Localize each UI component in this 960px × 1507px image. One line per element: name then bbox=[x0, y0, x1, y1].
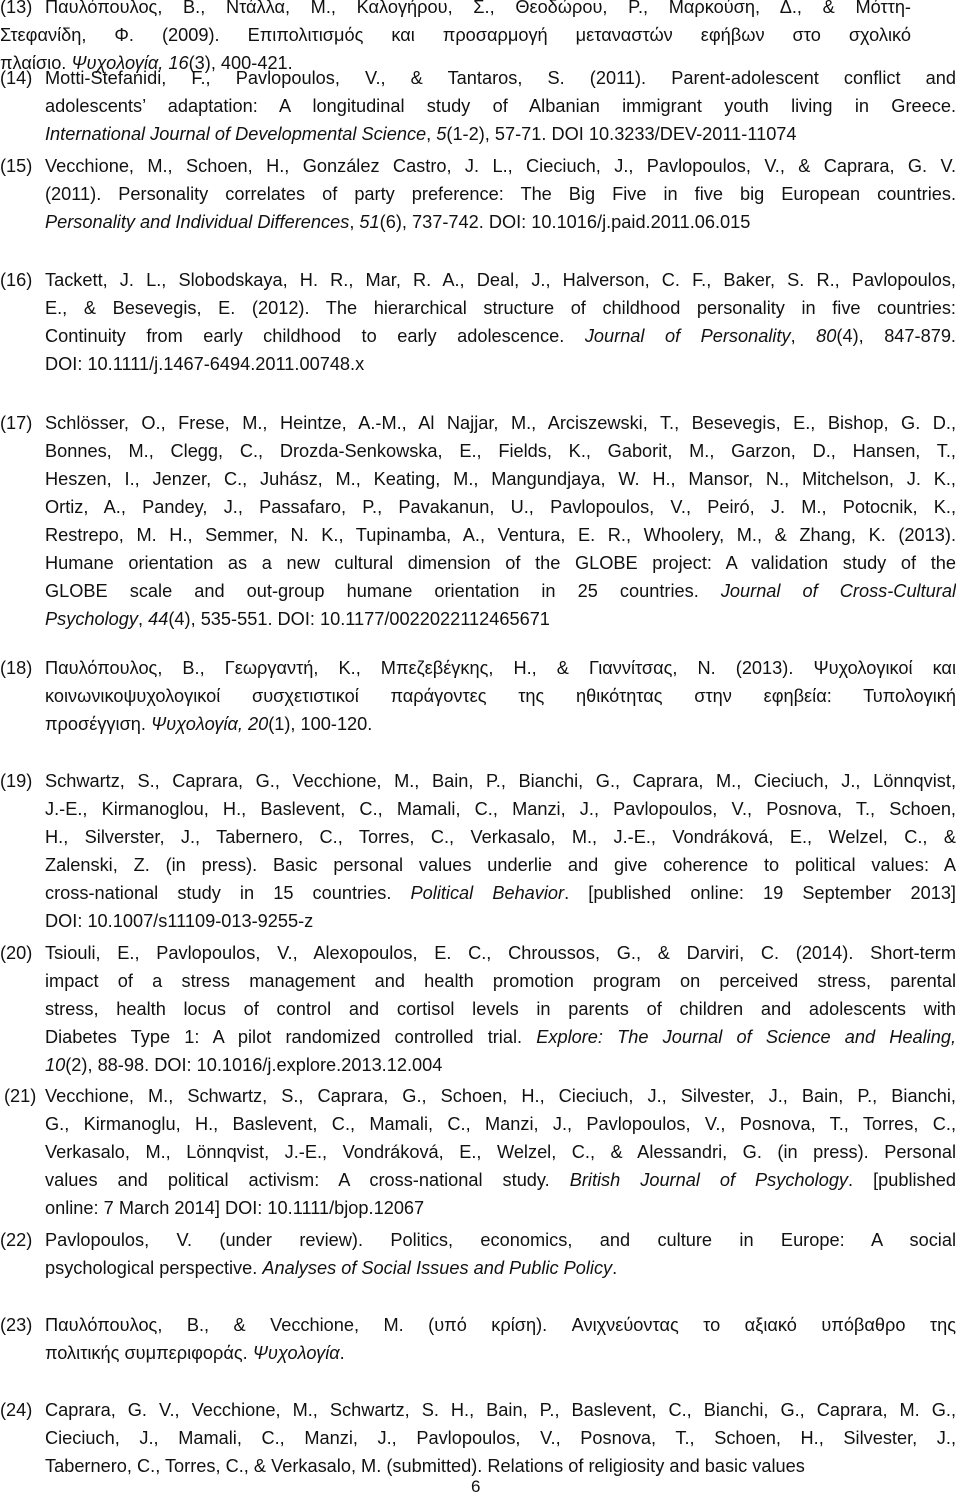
reference-line bbox=[45, 294, 956, 322]
reference-line bbox=[45, 521, 956, 549]
text-segment: Heszen, I., Jenzer, C., Juhász, M., Keating, M., Mangundjaya, W. H., Mansor, N., Mitchelson, J. K., bbox=[45, 469, 956, 489]
reference-number: (20) bbox=[0, 943, 33, 963]
reference-number: (19) bbox=[0, 771, 33, 791]
text-segment: H., Silverster, J., Tabernero, C., Torres, C., Verkasalo, M., J.-E., Vondráková, E., Welzel, C., & bbox=[45, 827, 956, 847]
text-segment: , bbox=[790, 326, 817, 346]
reference-text bbox=[45, 1082, 956, 1222]
reference-line bbox=[45, 549, 956, 577]
reference-text bbox=[45, 266, 956, 378]
reference-line bbox=[45, 1051, 956, 1079]
reference-text bbox=[45, 767, 956, 935]
text-segment: online: 7 March 2014] DOI: 10.1111/bjop.12067 bbox=[45, 1198, 425, 1218]
reference-number: (24) bbox=[0, 1400, 33, 1420]
reference-line bbox=[45, 1339, 956, 1367]
italic-text-segment: Ψυχολογία, 16 bbox=[71, 53, 189, 73]
reference-number: (14) bbox=[0, 68, 33, 88]
italic-text-segment: International Journal of Developmental Science bbox=[45, 124, 427, 144]
text-segment: . bbox=[612, 1258, 618, 1278]
italic-text-segment: 5 bbox=[436, 124, 447, 144]
italic-text-segment: Explore: The Journal of Science and Healing, bbox=[536, 1027, 956, 1047]
reference-line bbox=[45, 851, 956, 879]
text-segment: Schwartz, S., Caprara, G., Vecchione, M., Bain, P., Bianchi, G., Caprara, M., Cieciuch, J., Lönnqvist, bbox=[45, 771, 956, 791]
reference-line bbox=[45, 1452, 956, 1480]
reference-line bbox=[45, 1226, 956, 1254]
reference-line bbox=[45, 710, 956, 738]
text-segment: (4), 535-551. DOI: 10.1177/0022022112465671 bbox=[168, 609, 550, 629]
reference-line bbox=[45, 1110, 956, 1138]
text-segment: Continuity from early childhood to early adolescence. bbox=[45, 326, 585, 346]
text-segment: (2), 88-98. DOI: 10.1016/j.explore.2013.12.004 bbox=[65, 1055, 443, 1075]
reference-line bbox=[45, 995, 956, 1023]
text-segment: προσέγγιση. bbox=[45, 714, 152, 734]
reference-line bbox=[45, 795, 956, 823]
text-segment: Tabernero, C., Torres, C., & Verkasalo, M. (submitted). Relations of religiosity and basic values bbox=[45, 1456, 805, 1476]
reference-line bbox=[45, 152, 956, 180]
reference-line bbox=[45, 823, 956, 851]
reference-line bbox=[45, 208, 956, 236]
reference-line bbox=[45, 907, 956, 935]
reference-line bbox=[45, 322, 956, 350]
text-segment: Vecchione, M., Schoen, H., González Castro, J. L., Cieciuch, J., Pavlopoulos, V., & Caprara, G. V. bbox=[45, 156, 956, 176]
text-segment: Diabetes Type 1: A pilot randomized controlled trial. bbox=[45, 1027, 537, 1047]
text-segment: (6), 737-742. DOI: 10.1016/j.paid.2011.06.015 bbox=[379, 212, 751, 232]
reference-line bbox=[45, 437, 956, 465]
italic-text-segment: Journal of Personality bbox=[584, 326, 791, 346]
reference-line bbox=[45, 682, 956, 710]
reference-line bbox=[45, 1082, 956, 1110]
text-segment: Bonnes, M., Clegg, C., Drozda-Senkowska, E., Fields, K., Gaborit, M., Garzon, D., Hansen, T., bbox=[45, 441, 956, 461]
reference-line bbox=[45, 1194, 956, 1222]
text-segment: , bbox=[426, 124, 437, 144]
italic-text-segment: Psychology bbox=[45, 609, 139, 629]
reference-line bbox=[45, 967, 956, 995]
text-segment: Verkasalo, M., Lönnqvist, J.-E., Vondráková, E., Welzel, C., & Alessandri, G. (in press). Personal bbox=[45, 1142, 956, 1162]
reference-line bbox=[45, 1311, 956, 1339]
text-segment: Παυλόπουλος, Β., & Vecchione, M. (υπό κρίση). Ανιχνεύοντας το αξιακό υπόβαθρο της bbox=[45, 1315, 956, 1335]
text-segment: Παυλόπουλος, Β., Γεωργαντή, Κ., Μπεζεβέγκης, Η., & Γιαννίτσας, Ν. (2013). Ψυχολογικοί και bbox=[45, 658, 956, 678]
reference-text bbox=[45, 152, 956, 236]
text-segment: Παυλόπουλος, Β., Ντάλλα, Μ., Καλογήρου, Σ., Θεοδώρου, Ρ., Μαρκούση, Δ., & Μόττη- bbox=[45, 0, 911, 17]
reference-line bbox=[0, 21, 911, 49]
text-segment: Ortiz, A., Pandey, J., Passafaro, P., Pavakanun, U., Pavlopoulos, V., Peiró, J. M., Potocnik, K., bbox=[45, 497, 956, 517]
reference-line bbox=[45, 493, 956, 521]
reference-line bbox=[45, 64, 956, 92]
italic-text-segment: 80 bbox=[816, 326, 837, 346]
text-segment: Caprara, G. V., Vecchione, M., Schwartz, S. H., Bain, P., Baslevent, C., Bianchi, G., Caprara, M. G., bbox=[45, 1400, 956, 1420]
reference-line bbox=[45, 92, 956, 120]
italic-text-segment: 10 bbox=[45, 1055, 66, 1075]
reference-line bbox=[45, 1254, 956, 1282]
text-segment: cross-national study in 15 countries. bbox=[45, 883, 411, 903]
reference-line bbox=[45, 1138, 956, 1166]
reference-number: (22) bbox=[0, 1230, 33, 1250]
reference-line bbox=[45, 465, 956, 493]
reference-line bbox=[45, 350, 956, 378]
text-segment: Pavlopoulos, V. (under review). Politics, economics, and culture in Europe: A social bbox=[45, 1230, 956, 1250]
italic-text-segment: 51 bbox=[359, 212, 380, 232]
italic-text-segment: 44 bbox=[148, 609, 169, 629]
reference-line bbox=[45, 1396, 956, 1424]
reference-text bbox=[45, 1396, 956, 1480]
text-segment: Humane orientation as a new cultural dimension of the GLOBE project: A validation study of the bbox=[45, 553, 956, 573]
text-segment: G., Kirmanoglu, H., Baslevent, C., Mamali, C., Manzi, J., Pavlopoulos, V., Posnova, T., Torres, C., bbox=[45, 1114, 956, 1134]
text-segment: DOI: 10.1111/j.1467-6494.2011.00748.x bbox=[45, 354, 365, 374]
reference-line bbox=[45, 1424, 956, 1452]
reference-text bbox=[45, 64, 956, 148]
text-segment: Vecchione, M., Schwartz, S., Caprara, G., Schoen, H., Cieciuch, J., Silvester, J., Bain, P., Bianchi, bbox=[45, 1086, 956, 1106]
italic-text-segment: British Journal of Psychology bbox=[569, 1170, 849, 1190]
italic-text-segment: Political Behavior bbox=[410, 883, 565, 903]
text-segment: . bbox=[339, 1343, 345, 1363]
reference-number: (17) bbox=[0, 413, 33, 433]
text-segment: πλαίσιο. bbox=[0, 53, 72, 73]
text-segment: (4), 847-879. bbox=[836, 326, 956, 346]
reference-number: (21) bbox=[4, 1086, 37, 1106]
text-segment: Restrepo, M. H., Semmer, N. K., Tupinamba, A., Ventura, E. R., Whoolery, M., & Zhang, K. (2013). bbox=[45, 525, 956, 545]
reference-line bbox=[45, 654, 956, 682]
text-segment: Zalenski, Z. (in press). Basic personal values underlie and give coherence to political values: A bbox=[45, 855, 956, 875]
text-segment: (1-2), 57-71. DOI 10.3233/DEV-2011-11074 bbox=[446, 124, 797, 144]
italic-text-segment: Ψυχολογία bbox=[252, 1343, 340, 1363]
italic-text-segment: Personality and Individual Differences bbox=[45, 212, 350, 232]
reference-text bbox=[45, 939, 956, 1079]
italic-text-segment: Analyses of Social Issues and Public Policy bbox=[262, 1258, 613, 1278]
reference-number: (23) bbox=[0, 1315, 33, 1335]
reference-number: (13) bbox=[0, 0, 33, 17]
reference-number: (15) bbox=[0, 156, 33, 176]
reference-line bbox=[45, 1023, 956, 1051]
text-segment: Tsiouli, E., Pavlopoulos, V., Alexopoulos, E. C., Chroussos, G., & Darviri, C. (2014). Short-term bbox=[45, 943, 956, 963]
reference-line bbox=[45, 409, 956, 437]
reference-text bbox=[45, 1226, 956, 1282]
italic-text-segment: Ψυχολογία, 20 bbox=[151, 714, 269, 734]
text-segment: DOI: 10.1007/s11109-013-9255-z bbox=[45, 911, 314, 931]
text-segment: psychological perspective. bbox=[45, 1258, 263, 1278]
reference-line bbox=[45, 180, 956, 208]
reference-line bbox=[45, 939, 956, 967]
text-segment: . [published bbox=[848, 1170, 956, 1190]
reference-line bbox=[45, 605, 956, 633]
text-segment: (2011). Personality correlates of party preference: The Big Five in five big European countries. bbox=[45, 184, 956, 204]
text-segment: πολιτικής συμπεριφοράς. bbox=[45, 1343, 253, 1363]
reference-line bbox=[45, 577, 956, 605]
text-segment: Motti-Stefanidi, F., Pavlopoulos, V., & Tantaros, S. (2011). Parent-adolescent conflict and bbox=[45, 68, 956, 88]
reference-number: (18) bbox=[0, 658, 33, 678]
text-segment: impact of a stress management and health promotion program on perceived stress, parental bbox=[45, 971, 956, 991]
reference-text bbox=[45, 654, 956, 738]
text-segment: Cieciuch, J., Mamali, C., Manzi, J., Pavlopoulos, V., Posnova, T., Schoen, H., Silvester, J., bbox=[45, 1428, 956, 1448]
text-segment: , bbox=[349, 212, 360, 232]
text-segment: GLOBE scale and out-group humane orientation in 25 countries. bbox=[45, 581, 721, 601]
reference-line bbox=[45, 879, 956, 907]
text-segment: , bbox=[138, 609, 149, 629]
text-segment: Schlösser, O., Frese, M., Heintze, A.-M., Al Najjar, M., Arciszewski, T., Besevegis, E., Bishop, G. D., bbox=[45, 413, 956, 433]
text-segment: (3), 400-421. bbox=[188, 53, 293, 73]
text-segment: E., & Besevegis, E. (2012). The hierarchical structure of childhood personality in five countries: bbox=[45, 298, 956, 318]
text-segment: Στεφανίδη, Φ. (2009). Επιπολιτισμός και προσαρμογή μεταναστών εφήβων στο σχολικό bbox=[0, 25, 911, 45]
page-number: 6 bbox=[471, 1477, 481, 1496]
reference-line bbox=[45, 266, 956, 294]
italic-text-segment: Journal of Cross-Cultural bbox=[720, 581, 956, 601]
text-segment: adolescents’ adaptation: A longitudinal study of Albanian immigrant youth living in Greece. bbox=[45, 96, 956, 116]
reference-text bbox=[45, 409, 956, 633]
text-segment: κοινωνικοψυχολογικοί συσχετιστικοί παράγοντες της ηθικότητας στην εφηβεία: Τυπολογική bbox=[45, 686, 956, 706]
text-segment: Tackett, J. L., Slobodskaya, H. R., Mar, R. A., Deal, J., Halverson, C. F., Baker, S. R., Pavlopoulos, bbox=[45, 270, 956, 290]
reference-number: (16) bbox=[0, 270, 33, 290]
reference-line bbox=[45, 120, 956, 148]
text-segment: J.-E., Kirmanoglou, H., Baslevent, C., Mamali, C., Manzi, J., Pavlopoulos, V., Posnova, T., Schoen, bbox=[45, 799, 956, 819]
reference-line bbox=[0, 0, 911, 21]
reference-text bbox=[45, 1311, 956, 1367]
text-segment: stress, health locus of control and cortisol levels in parents of children and adolescents with bbox=[45, 999, 956, 1019]
reference-line bbox=[45, 1166, 956, 1194]
text-segment: values and political activism: A cross-national study. bbox=[45, 1170, 570, 1190]
text-segment: . [published online: 19 September 2013] bbox=[564, 883, 956, 903]
reference-line bbox=[45, 767, 956, 795]
text-segment: (1), 100-120. bbox=[268, 714, 373, 734]
